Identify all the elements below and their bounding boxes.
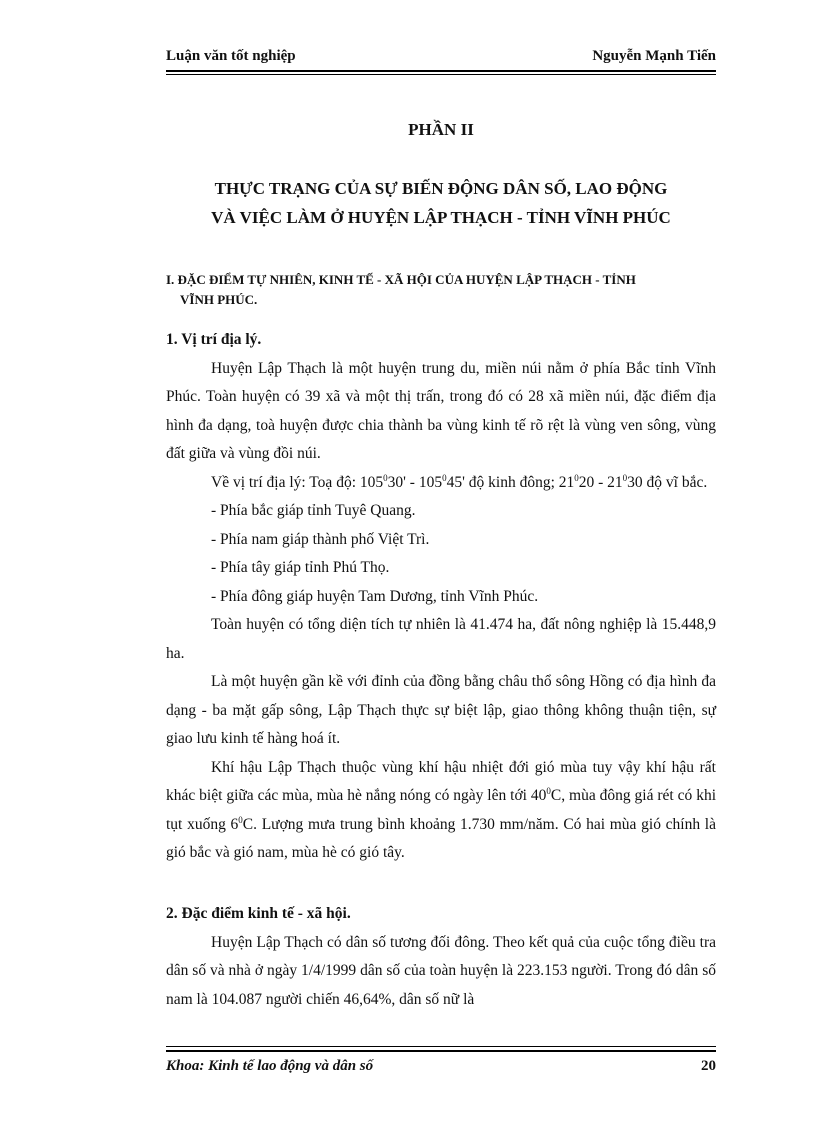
paragraph: Huyện Lập Thạch là một huyện trung du, miền núi nằm ở phía Bắc tỉnh Vĩnh Phúc. Toàn huyện có 39 xã và một thị trấn, trong đó có 28 xã miền núi, đặc điểm địa hình đa dạng, toà huyện được chia thành ba vùng kinh tế rõ rệt là vùng ven sông, vùng đất giữa và vùng đồi núi. xyxy=(166,359,716,462)
header-author: Nguyễn Mạnh Tiến xyxy=(592,48,716,64)
header-rule-thin xyxy=(166,74,716,75)
footer-rule xyxy=(166,1050,716,1052)
page-footer xyxy=(166,1058,716,1075)
header-rule xyxy=(166,70,716,72)
subsection-title: 1. Vị trí địa lý. xyxy=(166,331,262,348)
paragraph: Là một huyện gần kề với đỉnh của đồng bằng châu thổ sông Hồng có địa hình đa dạng - ba mặt gấp sông, Lập Thạch thực sự biệt lập, giao thông không thuận tiện, sự giao lưu kinh tế hàng hoá ít. xyxy=(166,673,716,747)
paragraph-coordinates: Về vị trí địa lý: Toạ độ: $105^030' - 105^045'$ độ kinh đông; $21^020 - 21^030$ độ vĩ bắc. xyxy=(211,472,708,491)
page-number: 20 xyxy=(701,1058,716,1074)
paragraph: Huyện Lập Thạch có dân số tương đối đông. Theo kết quả của cuộc tổng điều tra dân số và nhà ở ngày 1/4/1999 dân số của toàn huyện là 223.153 người. Trong đó dân số nam là 104.087 người chiến 46,64%, dân số nữ là xyxy=(166,933,716,1008)
list-item: - Phía đông giáp huyện Tam Dương, tỉnh Vĩnh Phúc. xyxy=(211,587,539,605)
section-heading xyxy=(166,270,716,310)
chapter-title-line: VÀ VIỆC LÀM Ở HUYỆN LẬP THẠCH - TỈNH VĨNH PHÚC xyxy=(211,208,671,227)
paragraph: Toàn huyện có tổng diện tích tự nhiên là 41.474 ha, đất nông nghiệp là 15.448,9 ha. xyxy=(166,616,716,662)
list-item: - Phía bắc giáp tỉnh Tuyê Quang. xyxy=(211,502,416,519)
body-text-2 xyxy=(166,900,716,1014)
footer-department: Khoa: Kinh tế lao động và dân số xyxy=(166,1058,374,1074)
subsection-title: 2. Đặc điểm kinh tế - xã hội. xyxy=(166,905,351,922)
section-heading-line: VĨNH PHÚC. xyxy=(180,292,258,307)
chapter-title xyxy=(166,174,716,232)
page-header xyxy=(166,48,716,65)
header-thesis-label: Luận văn tốt nghiệp xyxy=(166,48,296,64)
paragraph-climate: Khí hậu Lập Thạch thuộc vùng khí hậu nhiệt đới gió mùa tuy vậy khí hậu rất khác biệt giữa các mùa, mùa hè nắng nóng có ngày lên tới $40^0C$, mùa đông giá rét có khi tụt xuống $6^0C$. Lượng mưa trung bình khoảng 1.730 mm/năm. Có hai mùa gió chính là gió bắc và gió nam, mùa hè có gió tây. xyxy=(166,758,716,861)
list-item: - Phía tây giáp tỉnh Phú Thọ. xyxy=(211,559,390,576)
chapter-title-line: THỰC TRẠNG CỦA SỰ BIẾN ĐỘNG DÂN SỐ, LAO ĐỘNG xyxy=(214,179,668,198)
footer-rule-thin xyxy=(166,1046,716,1047)
part-title: PHẦN II xyxy=(408,120,474,139)
body-text xyxy=(166,326,716,868)
section-heading-line: I. ĐẶC ĐIỂM TỰ NHIÊN, KINH TẾ - XÃ HỘI CỦA HUYỆN LẬP THẠCH - TỈNH xyxy=(166,272,636,287)
list-item: - Phía nam giáp thành phố Việt Trì. xyxy=(211,530,430,548)
